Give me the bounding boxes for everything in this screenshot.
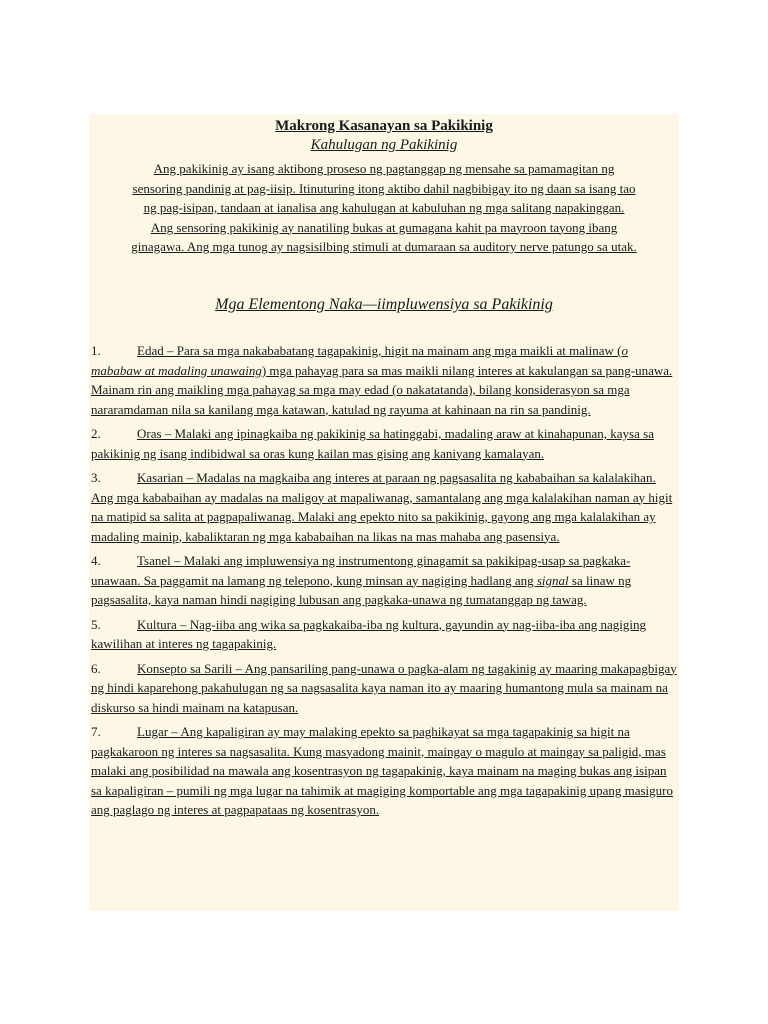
item-text: Oras – Malaki ang ipinagkaiba ng pakikinig sa hatinggabi, madaling araw at kinahapunan, kaysa sa pakikinig ng isang indibidwal sa oras kung kailan mas gising ang kaniyang kamalayan. [91, 426, 654, 461]
list-item [91, 722, 677, 820]
item-number: 3. [91, 470, 101, 485]
document-page [89, 114, 679, 911]
item-number: 4. [91, 553, 101, 568]
intro-line: ng pag-isipan, tandaan at ianalisa ang kahulugan at kabuluhan ng mga salitang napakinggan. [143, 200, 625, 215]
list-item [91, 551, 677, 610]
elements-list [91, 341, 677, 825]
item-text: Lugar – Ang kapaligiran ay may malaking epekto sa paghikayat sa mga tagapakinig sa higit na pagkakaroon ng interes sa nagsasalita. Kung masyadong mainit, maingay o magulo at maingay sa paligid, mas malaki ang posibilidad na mawala ang kosentrasyon ng tagapakinig, kaya mainam na maging bukas ang isipan sa kapaligiran – pumili ng mga lugar na tahimik at magiging komportable ang mga tagapakinig upang masiguro ang paglago ng interes at pagpapataas ng kosentrasyon. [91, 724, 673, 817]
item-text: Kasarian – Madalas na magkaiba ang interes at paraan ng pagsasalita ng kababaihan sa kalalakihan. Ang mga kababaihan ay madalas na maligoy at mapaliwanag, samantalang ang mga kalalakihan naman ay higit na matipid sa salita at pagpapaliwanag. Malaki ang epekto nito sa pakikinig, gayong ang mga kalalakihan ay madaling mainip, kabaliktaran ng mga kababaihan na likas na mas mahaba ang pasensiya. [91, 470, 673, 544]
item-number: 2. [91, 426, 101, 441]
item-number: 6. [91, 660, 101, 676]
item-number: 7. [91, 724, 101, 739]
intro-line: sensoring pandinig at pag-iisip. Itinuturing itong aktibo dahil nagbibigay ito ng daan sa isang tao [132, 180, 636, 196]
document-title: Makrong Kasanayan sa Pakikinig [275, 118, 493, 134]
list-item [91, 424, 677, 463]
list-item [91, 659, 677, 718]
section-title: Mga Elementong Naka—iimpluwensiya sa Pakikinig [215, 296, 553, 313]
intro-line: Ang pakikinig ay isang aktibong proseso ng pagtanggap ng mensahe sa pamamagitan ng [153, 161, 615, 176]
item-number: 5. [91, 616, 101, 632]
intro-line: Ang sensoring pakikinig ay nanatiling bukas at gumagana kahit pa mayroon tayong ibang [150, 219, 618, 235]
item-emphasis: signal [536, 572, 569, 588]
item-text: Konsepto sa Sarili – Ang pansariling pang-unawa o pagka-alam ng tagakinig ay maaring makapagbigay ng hindi kaparehong pakahulugan ng sa nagsasalita kaya naman ito ay maaring humantong mula sa mainam na diskurso sa hindi mainam na katapusan. [91, 660, 677, 715]
list-item [91, 468, 677, 546]
item-text: Edad – Para sa mga nakababatang tagapakinig, higit na mainam ang mga maikli at malinaw ( [137, 343, 622, 358]
item-text-rest: sa linaw ng pagsasalita, kaya naman hindi nagiging lubusan ang pagkaka-unawa ng tumatanggap ng tawag. [91, 572, 632, 607]
document-subtitle: Kahulugan ng Pakikinig [310, 137, 458, 153]
item-text: Kultura – Nag-iiba ang wika sa pagkakaiba-iba ng kultura, gayundin ay nag-iiba-iba ang nagiging kawilihan at interes ng tagapakinig. [91, 616, 647, 651]
list-item [91, 615, 677, 654]
list-item [91, 341, 677, 419]
item-text: Tsanel – Malaki ang impluwensiya ng instrumentong ginagamit sa pakikipag-usap sa pagkaka-unawaan. Sa paggamit na lamang ng telepono, kung minsan ay nagiging hadlang ang [91, 553, 631, 588]
item-text-rest: ) mga pahayag para sa mas maikli nilang interes at kakulangan sa pang-unawa. Mainam rin ang maikling mga pahayag sa mga may edad (o nakatatanda), bilang konsiderasyon sa mga nararamdaman nila sa kanilang mga katawan, katulad ng rayuma at kahinaan na rin sa pandinig. [91, 362, 673, 417]
item-number: 1. [91, 343, 101, 358]
intro-paragraph [89, 159, 679, 257]
intro-line: ginagawa. Ang mga tunog ay nagsisilbing stimuli at dumaraan sa auditory nerve patungo sa utak. [131, 239, 637, 254]
item-emphasis: o mababaw at madaling unawaing [91, 343, 628, 378]
